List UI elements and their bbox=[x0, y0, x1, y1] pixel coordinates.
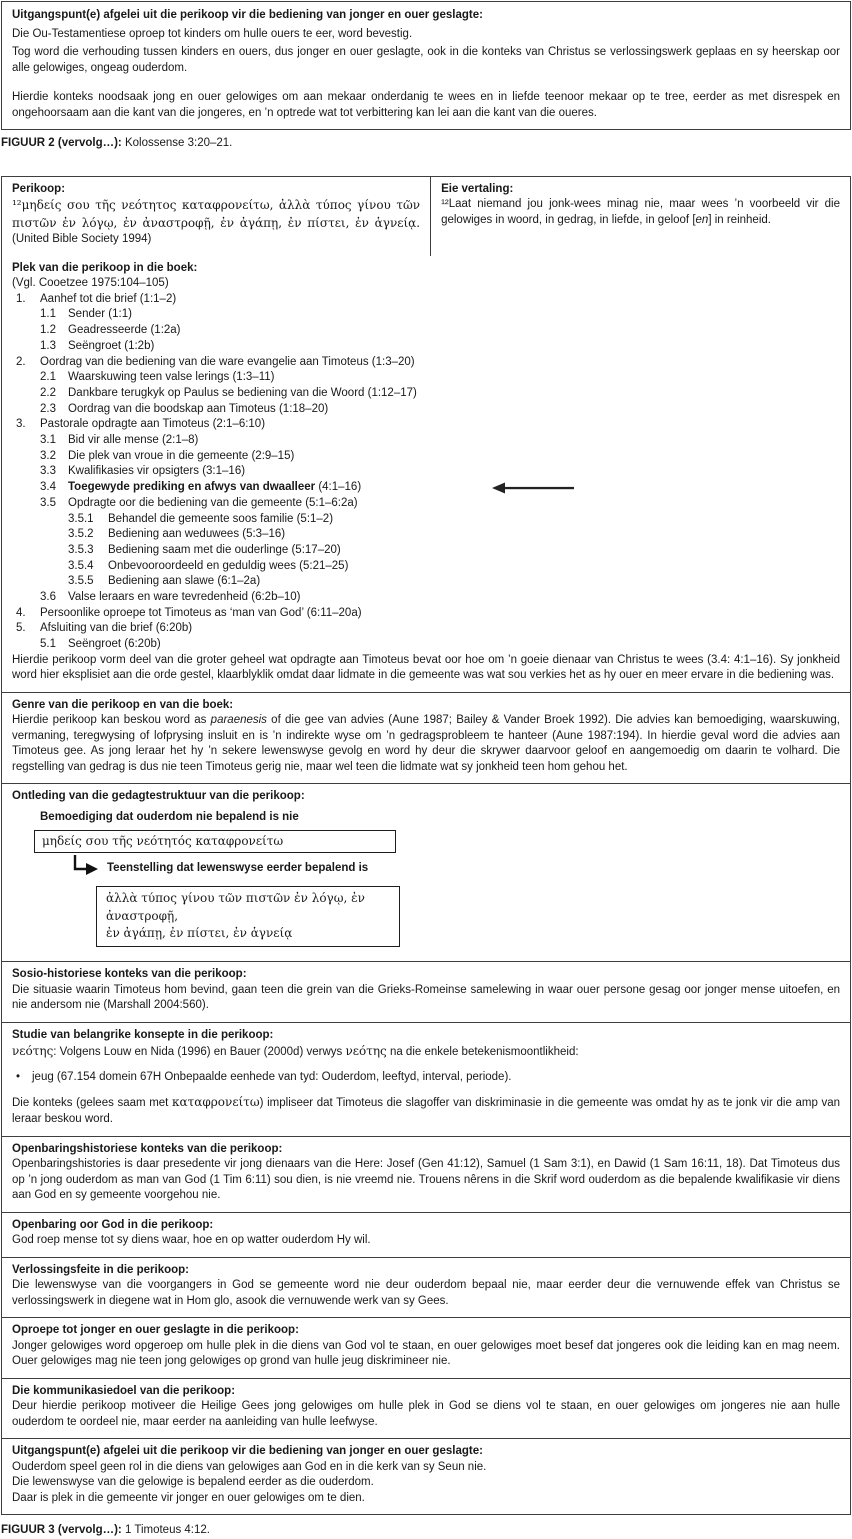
outline-text: Opdragte oor die bediening van die gemeente (5:1–6:2a) bbox=[68, 496, 358, 509]
outline-num: 2. bbox=[16, 355, 26, 368]
kommunikasiedoel-heading: Die kommunikasiedoel van die perikoop: bbox=[12, 1384, 236, 1397]
verlossingsfeite-heading: Verlossingsfeite in die perikoop: bbox=[12, 1263, 190, 1276]
outline-num: 3.2 bbox=[40, 449, 56, 462]
vertaling-pre: ¹²Laat niemand jou jonk-wees minag nie, maar wees ’n voorbeeld vir die gelowiges in woord, in gedrag, in liefde, in geloof [ bbox=[441, 198, 840, 226]
studie-concl-greek: καταφρονείτω bbox=[172, 1095, 260, 1110]
fig3-caption bbox=[1, 1523, 852, 1539]
outline-text: Afsluiting van die brief (6:20b) bbox=[40, 622, 193, 635]
outline-item bbox=[40, 464, 840, 480]
studie-intro-end: na die enkele betekenismoontlikheid: bbox=[386, 1046, 579, 1059]
ontleding-heading: Ontleding van die gedagtestruktuur van die perikoop: bbox=[12, 790, 305, 803]
outline-num: 3. bbox=[16, 418, 26, 431]
openbaringshistories-body: Openbaringshistories is daar presedente vir jong dienaars van die Here: Josef (Gen 41:12), Samuel (1 Sam 3:1), en Dawid (1 Sam 16:11, 18). Dat Timoteus dus op ’n jong ouderdom as man van God (1 Tim 6:11) sou dien, is nie vreemd nie. Trouens nêrens in die Skrif word ouderdom as die bepalende kwalifikasie vir diens aan God en sy gemeente voorgehou nie. bbox=[12, 1158, 840, 1202]
sosio-heading: Sosio-historiese konteks van die perikoop: bbox=[12, 968, 247, 981]
fig3-table bbox=[1, 176, 851, 1516]
studie-greek-term: νεότης bbox=[345, 1044, 387, 1059]
genre-pre: Hierdie perikoop kan beskou word as bbox=[12, 714, 211, 727]
outline-num: 3.6 bbox=[40, 591, 56, 604]
outline-text: Geadresseerde (1:2a) bbox=[68, 324, 181, 337]
oproepe-heading: Oproepe tot jonger en ouer geslagte in die perikoop: bbox=[12, 1324, 299, 1337]
sosio-body: Die situasie waarin Timoteus hom bevind, gaan teen die grein van die Grieks-Romeinse samelewing in waar ouer persone gesag oor jonger mense uitoefen, en nie andersom nie (Marshall 2004:560). bbox=[12, 983, 840, 1012]
genre-italic: paraenesis bbox=[210, 714, 267, 727]
row-studie bbox=[2, 1022, 850, 1136]
outline-text-bold: Toegewyde prediking en afwys van dwaalleer bbox=[68, 481, 316, 494]
fig2-paragraph-3: Hierdie konteks noodsaak jong en ouer gelowiges om aan mekaar onderdanig te wees en in liefde teenoor mekaar op te tree, eerder as met disrespek en ongehoorsaam aan die kant van die jongeres, en ’n optrede wat tot verbittering kan lei aan die kant van die oueres. bbox=[12, 91, 840, 119]
outline-item bbox=[68, 543, 840, 559]
diagram-label-1: Bemoediging dat ouderdom nie bepalend is nie bbox=[40, 811, 299, 823]
plek-ref: (Vgl. Cooetzee 1975:104–105) bbox=[12, 277, 169, 290]
outline-num: 5.1 bbox=[40, 638, 56, 651]
outline-text: Bediening aan slawe (6:1–2a) bbox=[108, 575, 261, 588]
outline-text: Bediening aan weduwees (5:3–16) bbox=[108, 528, 286, 541]
diagram-connector bbox=[70, 855, 840, 883]
plek-closing: Hierdie perikoop vorm deel van die groter geheel wat opdragte aan Timoteus bevat oor hoe om ’n goeie dienaar van Christus te wees (3.4: 4:1–16). Sy jonkheid word hier eksplisiet aan die orde gestel, klaarblyklik omdat daar lidmate in die gemeente was wat sou verkies het as hy ouer en meer ervare in die bediening was. bbox=[12, 653, 840, 682]
verlossingsfeite-body: Die lewenswyse van die voorgangers in God se gemeente word nie deur ouderdom bepaal nie, maar eerder deur die vernuwende effek van Christus se verlossingswerk in diegene wat in Hom glo, asook die vernuwende werk van sy Gees. bbox=[12, 1279, 840, 1307]
outline-num: 3.1 bbox=[40, 434, 56, 447]
row-plek bbox=[2, 256, 850, 692]
fig2-caption-text: Kolossense 3:20–21. bbox=[121, 137, 233, 150]
vertaling-text bbox=[441, 197, 840, 228]
kommunikasiedoel-body: Deur hierdie perikoop motiveer die Heilige Gees jong gelowiges om hulle plek in God se diens vol te staan, en ouer gelowiges om jongeres nie aan hulle ouderdom te oordeel nie, maar eerder na aanleiding van hulle leefwyse. bbox=[12, 1400, 840, 1428]
outline-item bbox=[68, 512, 840, 528]
outline-text: Seëngroet (6:20b) bbox=[68, 638, 161, 651]
openbaringshistories-heading: Openbaringshistoriese konteks van die perikoop: bbox=[12, 1142, 283, 1155]
bullet-icon: • bbox=[16, 1070, 21, 1083]
outline-text: Seëngroet (1:2b) bbox=[68, 339, 155, 352]
perikoop-source: (United Bible Society 1994) bbox=[12, 233, 152, 246]
row-verlossingsfeite bbox=[2, 1257, 850, 1318]
uitgangspunte-heading: Uitgangspunt(e) afgelei uit die perikoop vir die bediening van jonger en ouer geslagte: bbox=[12, 1445, 483, 1458]
row-ontleding bbox=[2, 783, 850, 961]
outline-num: 3.5 bbox=[40, 496, 56, 509]
outline-num: 3.5.1 bbox=[68, 512, 94, 525]
outline-item bbox=[40, 370, 840, 386]
fig2-heading: Uitgangspunt(e) afgelei uit die perikoop vir die bediening van jonger en ouer geslagte: bbox=[12, 9, 483, 21]
row-openbaring-god bbox=[2, 1212, 850, 1257]
outline-item bbox=[16, 621, 840, 637]
genre-heading: Genre van die perikoop en van die boek: bbox=[12, 698, 234, 711]
outline-num: 3.5.4 bbox=[68, 559, 94, 572]
outline-num: 3.3 bbox=[40, 465, 56, 478]
vertaling-italic: en bbox=[695, 213, 709, 226]
outline-item bbox=[40, 323, 840, 339]
row-sosio bbox=[2, 961, 850, 1022]
vertaling-cell bbox=[431, 177, 850, 256]
greek-verse: ¹²μηδείς σου τῆς νεότητος καταφρονείτω, ἀλλὰ τύπος γίνου τῶν πιστῶν ἐν λόγῳ, ἐν ἀναστροφῇ, ἐν ἀγάπῃ, ἐν πίστει, ἐν ἁγνείᾳ. bbox=[12, 198, 421, 230]
studie-intro bbox=[12, 1043, 840, 1061]
outline-text: Oordrag van die boodskap aan Timoteus (1:18–20) bbox=[68, 402, 329, 415]
studie-heading: Studie van belangrike konsepte in die perikoop: bbox=[12, 1028, 274, 1041]
outline-item-highlighted bbox=[40, 480, 840, 496]
diagram-box-2 bbox=[96, 886, 400, 947]
outline-item bbox=[40, 339, 840, 355]
outline-text: Oordrag van die bediening van die ware evangelie aan Timoteus (1:3–20) bbox=[40, 355, 415, 368]
outline-item bbox=[40, 496, 840, 512]
outline-item bbox=[16, 417, 840, 433]
outline-text: Valse leraars en ware tevredenheid (6:2b–10) bbox=[68, 591, 301, 604]
genre-body bbox=[12, 713, 840, 775]
vertaling-heading: Eie vertaling: bbox=[441, 182, 514, 195]
outline-text: Onbevooroordeeld en geduldig wees (5:21–25) bbox=[108, 559, 349, 572]
fig2-caption-label: FIGUUR 2 (vervolg…): bbox=[1, 137, 122, 150]
diagram-box-2-line-2: ἐν ἀγάπῃ, ἐν πίστει, ἐν ἁγνείᾳ bbox=[106, 926, 293, 940]
outline-item bbox=[16, 355, 840, 371]
outline-text: Waarskuwing teen valse lerings (1:3–11) bbox=[68, 371, 275, 384]
row-genre bbox=[2, 692, 850, 784]
outline-text: Behandel die gemeente soos familie (5:1–2) bbox=[108, 512, 334, 525]
outline-num: 4. bbox=[16, 606, 26, 619]
outline-item bbox=[40, 433, 840, 449]
studie-bullet-text: jeug (67.154 domein 67H Onbepaalde eenhede van tyd: Ouderdom, leeftyd, interval, periode). bbox=[32, 1070, 512, 1083]
outline-text: Dankbare terugkyk op Paulus se bediening van die Woord (1:12–17) bbox=[68, 386, 417, 399]
outline-text-ref: (4:1–16) bbox=[315, 481, 362, 494]
diagram-label-2: Teenstelling dat lewenswyse eerder bepalend is bbox=[107, 861, 369, 874]
uitgangspunte-line-2: Die lewenswyse van die gelowige is bepalend eerder as die ouderdom. bbox=[12, 1476, 374, 1489]
outline-num: 1. bbox=[16, 292, 26, 305]
outline-num: 3.5.2 bbox=[68, 528, 94, 541]
fig2-caption bbox=[1, 136, 852, 152]
studie-intro-mid: : Volgens Louw en Nida (1996) en Bauer (2000d) verwys bbox=[53, 1046, 346, 1059]
vertaling-post: ] in reinheid. bbox=[708, 213, 771, 226]
outline-text: Kwalifikasies vir opsigters (3:1–16) bbox=[68, 465, 246, 478]
openbaring-god-body: God roep mense tot sy diens waar, hoe en op watter ouderdom Hy wil. bbox=[12, 1234, 371, 1247]
row-kommunikasiedoel bbox=[2, 1378, 850, 1439]
oproepe-body: Jonger gelowiges word opgeroep om hulle plek in die diens van God vol te staan, en ouer gelowiges moet besef dat jongeres ook die leiding kan en mag neem. Ouer gelowiges mag nie teen jong gelowiges op grond van hulle jeug diskrimineer nie. bbox=[12, 1339, 840, 1368]
outline-num: 1.2 bbox=[40, 324, 56, 337]
outline-text: Aanhef tot die brief (1:1–2) bbox=[40, 292, 177, 305]
plek-heading: Plek van die perikoop in die boek: bbox=[12, 261, 198, 274]
outline-num: 3.4 bbox=[40, 481, 56, 494]
row-uitgangspunte bbox=[2, 1438, 850, 1514]
outline-item bbox=[68, 527, 840, 543]
outline-num: 1.3 bbox=[40, 339, 56, 352]
diagram-box-1: μηδείς σου τῆς νεότητός καταφρονείτω bbox=[34, 830, 396, 853]
row-openbaringshistories bbox=[2, 1136, 850, 1212]
outline-num: 2.3 bbox=[40, 402, 56, 415]
perikoop-heading: Perikoop: bbox=[12, 182, 66, 195]
outline-text: Die plek van vroue in die gemeente (2:9–15) bbox=[68, 449, 295, 462]
outline-num: 5. bbox=[16, 622, 26, 635]
genre-post: of die gee van advies (Aune 1987; Bailey & Vander Broek 1992). Die advies kan bemoediging, waarskuwing, vermaning, teregwysing of lofprysing insluit en is ’n indirekte wyse om ’n gedragsprobleem te hanteer (Aune 1987:194). In hierdie geval word die advies aan Timoteus gee. As jong leraar het hy ’n sekere lewenswyse gevolg en word hy deur die skrywer daarvoor geloof en aangemoedig om daarin te volhard. Die regstelling van gedrag is dus nie teen Timoteus gerig nie, maar wel teen die lidmate wat sy jonkheid teen hom gehou het. bbox=[12, 714, 840, 773]
fig3-caption-label: FIGUUR 3 (vervolg…): bbox=[1, 1524, 122, 1537]
fig3-caption-text: 1 Timoteus 4:12. bbox=[121, 1524, 210, 1537]
uitgangspunte-line-1: Ouderdom speel geen rol in die diens van gelowiges aan God en in die kerk van sy Seun nie. bbox=[12, 1460, 487, 1473]
outline-item bbox=[40, 637, 840, 653]
bent-arrow-icon bbox=[70, 855, 102, 883]
outline-item bbox=[40, 590, 840, 606]
studie-concl-post: ) impliseer dat Timoteus die slagoffer van diskriminasie in die gemeente was omdat hy as te jonk vir die amp van leraar beskou word. bbox=[12, 1097, 841, 1125]
outline-num: 1.1 bbox=[40, 308, 56, 321]
outline-text: Persoonlike oproepe tot Timoteus as ‘man van God’ (6:11–20a) bbox=[40, 606, 362, 619]
outline-num: 2.2 bbox=[40, 386, 56, 399]
outline-item bbox=[40, 449, 840, 465]
left-arrow-icon bbox=[492, 482, 576, 500]
studie-conclusion bbox=[12, 1094, 840, 1127]
studie-greek-term: νεότης bbox=[12, 1044, 54, 1059]
outline-text: Bediening saam met die ouderlinge (5:17–20) bbox=[108, 543, 341, 556]
outline-item bbox=[16, 292, 840, 308]
outline-num: 3.5.3 bbox=[68, 543, 94, 556]
perikoop-cell bbox=[2, 177, 431, 256]
outline-text: Pastorale opdragte aan Timoteus (2:1–6:10) bbox=[40, 418, 266, 431]
outline-item bbox=[68, 559, 840, 575]
openbaring-god-heading: Openbaring oor God in die perikoop: bbox=[12, 1218, 214, 1231]
row-oproepe bbox=[2, 1317, 850, 1378]
outline-num: 3.5.5 bbox=[68, 575, 94, 588]
fig2-paragraph-2: Tog word die verhouding tussen kinders en ouers, dus jonger en ouer geslagte, ook in die konteks van Christus se verlossingswerk geplaas en sy heerskap oor alle gelowiges, ongeag ouderdom. bbox=[12, 46, 840, 74]
outline-item bbox=[16, 606, 840, 622]
studie-concl-pre: Die konteks (gelees saam met bbox=[12, 1097, 172, 1110]
outline-text: Sender (1:1) bbox=[68, 308, 132, 321]
fig2-uitgangspunte-box bbox=[1, 1, 851, 130]
row-perikoop-vertaling bbox=[2, 177, 850, 256]
perikoop-greek-text bbox=[12, 197, 420, 248]
fig2-paragraph-1: Die Ou-Testamentiese oproep tot kinders om hulle ouers te eer, word bevestig. bbox=[12, 27, 413, 40]
diagram-box-2-line-1: ἀλλὰ τύπος γίνου τῶν πιστῶν ἐν λόγῳ, ἐν ἀναστροφῇ, bbox=[106, 891, 365, 923]
outline-item bbox=[68, 574, 840, 590]
outline-item bbox=[40, 386, 840, 402]
outline-num: 2.1 bbox=[40, 371, 56, 384]
uitgangspunte-line-3: Daar is plek in die gemeente vir jonger en ouer gelowiges om te dien. bbox=[12, 1491, 365, 1504]
outline-item bbox=[40, 307, 840, 323]
outline-text: Bid vir alle mense (2:1–8) bbox=[68, 434, 199, 447]
outline-text bbox=[68, 480, 361, 496]
outline-item bbox=[40, 402, 840, 418]
studie-bullet-item bbox=[16, 1070, 840, 1086]
